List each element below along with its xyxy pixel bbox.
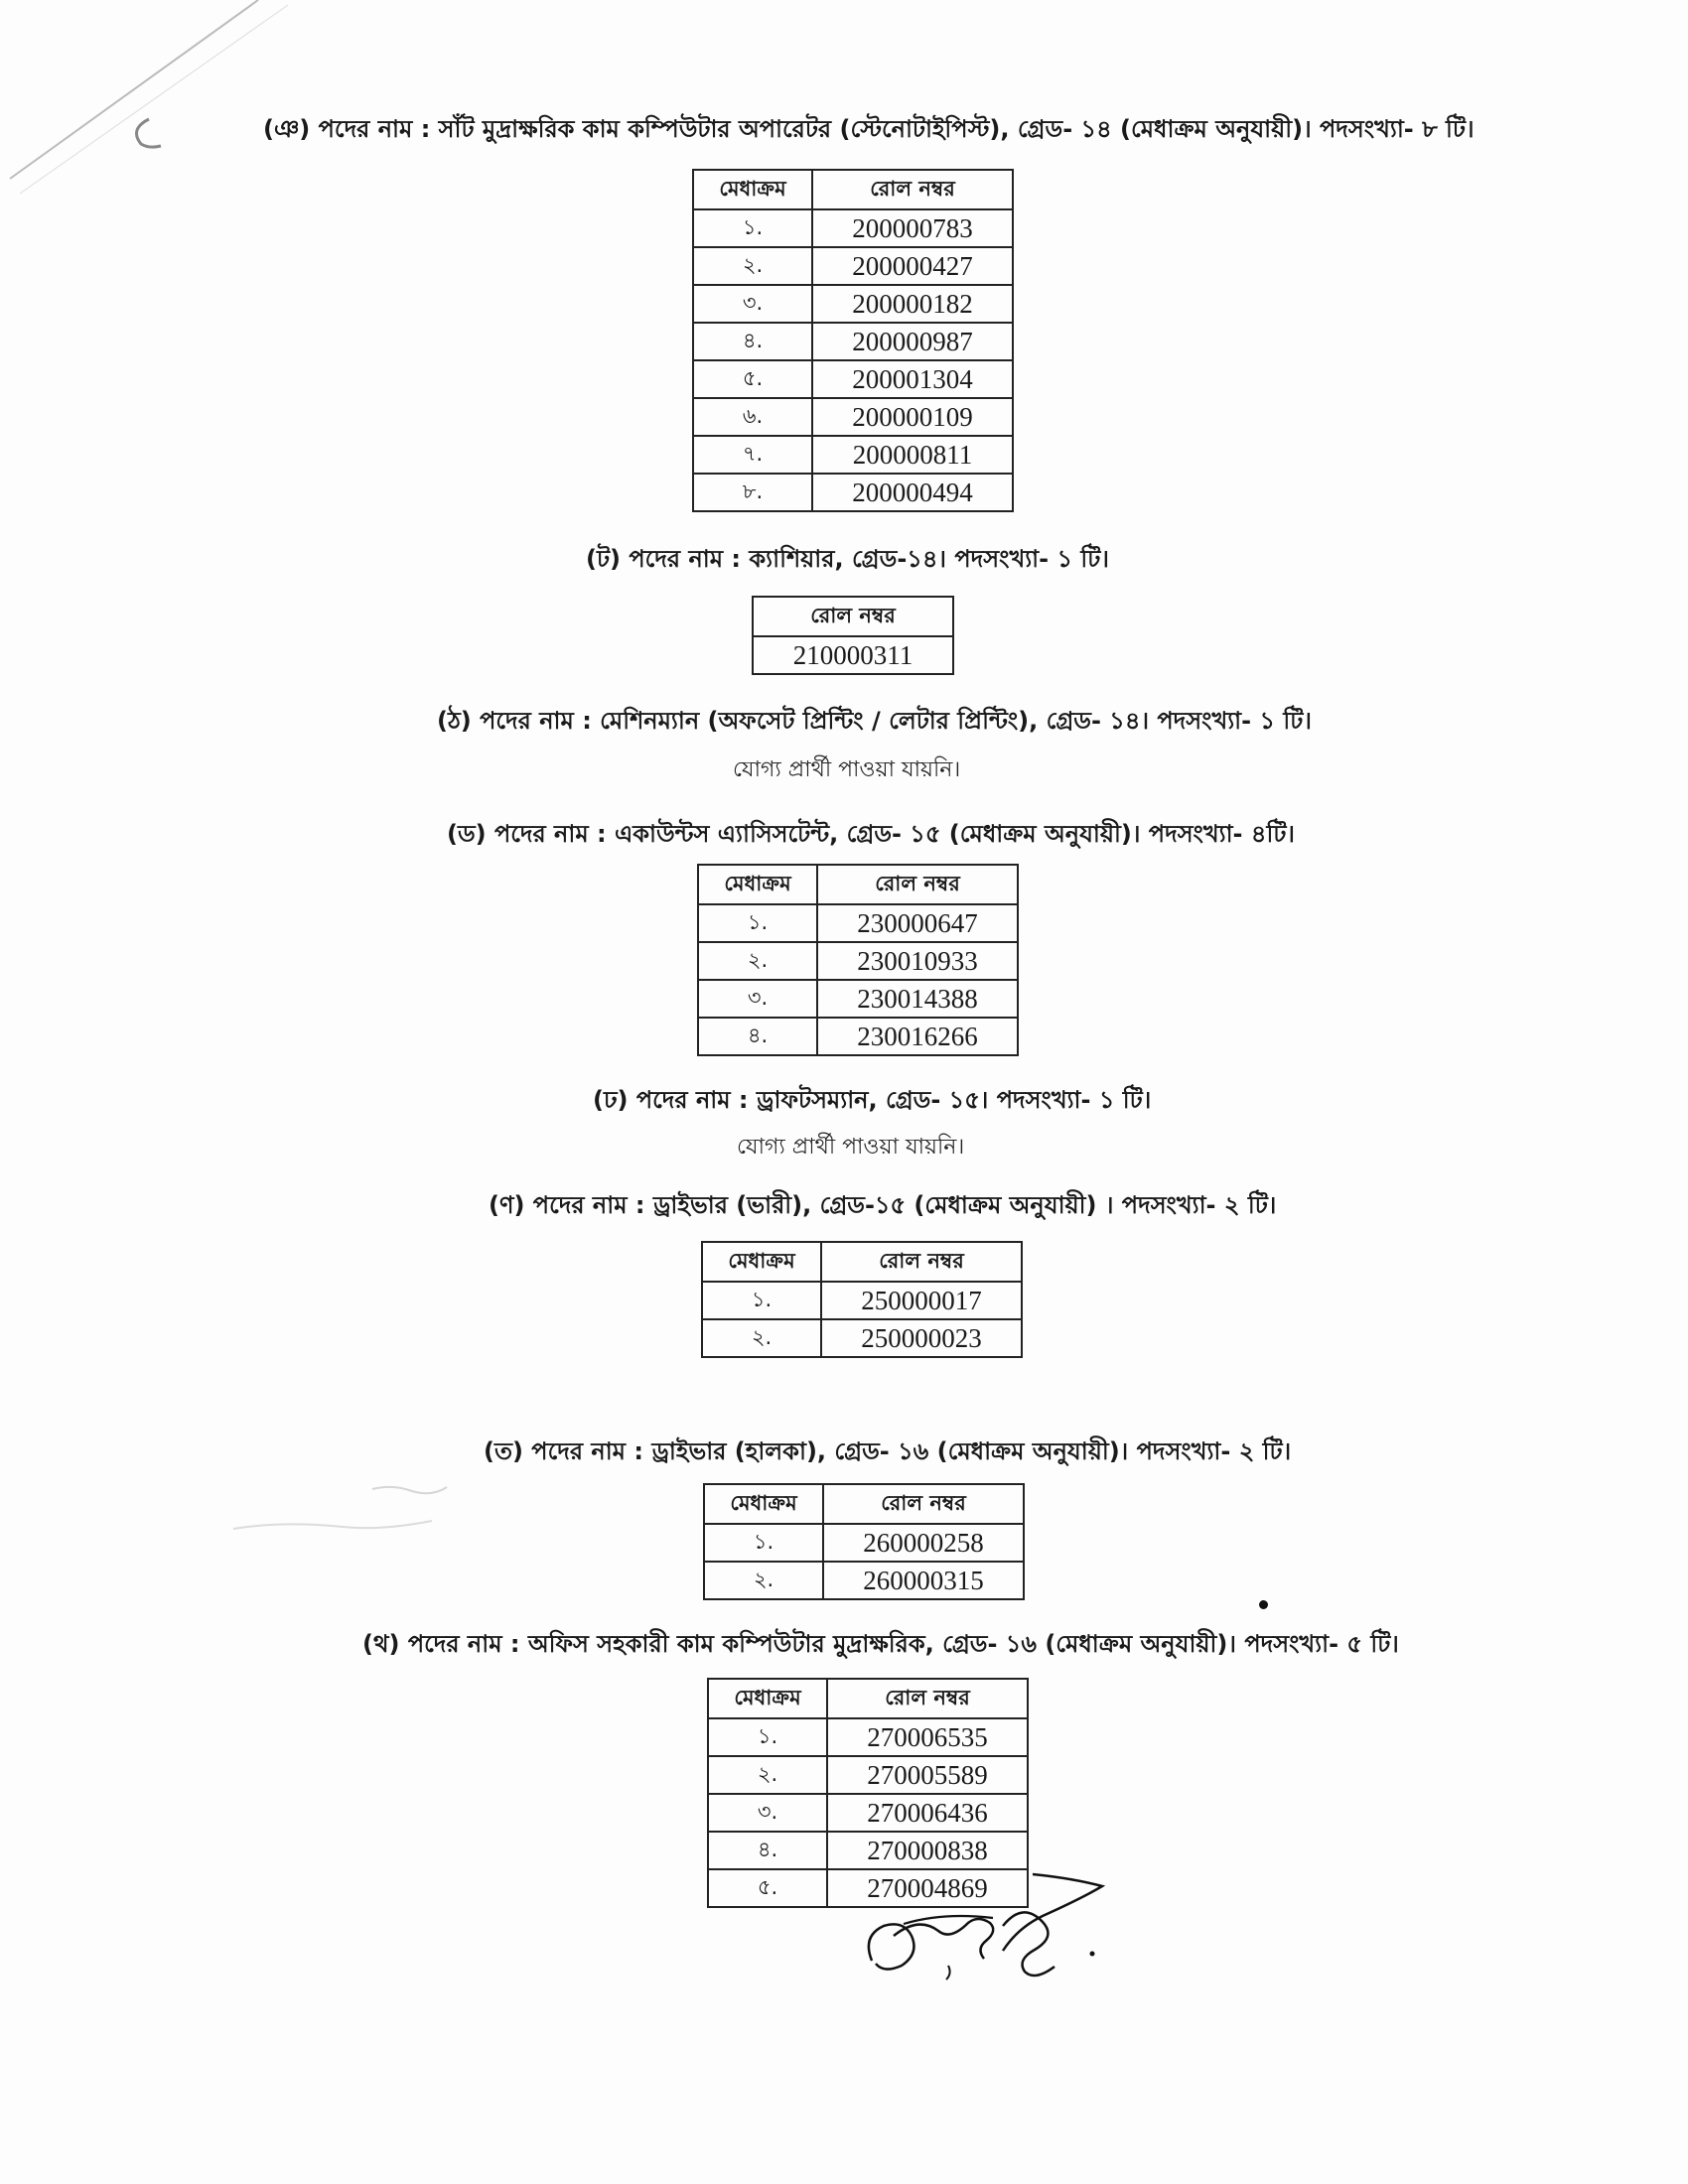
table-row — [708, 1794, 1028, 1832]
table-header-row — [698, 865, 1018, 904]
merit-serial: ৪. — [693, 323, 812, 360]
table-header-row — [693, 170, 1013, 209]
roll-number: 270006436 — [827, 1794, 1028, 1832]
column-header: রোল নম্বর — [817, 865, 1018, 904]
merit-serial: ৪. — [708, 1832, 827, 1869]
merit-serial: ৩. — [708, 1794, 827, 1832]
merit-serial: ২. — [702, 1319, 821, 1357]
merit-serial: ১. — [708, 1718, 827, 1756]
roll-number: 200000494 — [812, 474, 1013, 511]
table-row — [753, 636, 953, 674]
table-row — [708, 1718, 1028, 1756]
column-header: মেধাক্রম — [704, 1484, 823, 1524]
table-row — [708, 1832, 1028, 1869]
roll-number: 200000811 — [812, 436, 1013, 474]
roll-number: 200000987 — [812, 323, 1013, 360]
table-row — [704, 1562, 1024, 1599]
roll-number: 260000315 — [823, 1562, 1024, 1599]
section-heading: (ঠ) পদের নাম : মেশিনম্যান (অফসেট প্রিন্টিং / লেটার প্রিন্টিং), গ্রেড- ১৪। পদসংখ্যা- ১ টি। — [437, 707, 1312, 735]
table-header-row — [708, 1679, 1028, 1718]
no-candidate-note: যোগ্য প্রার্থী পাওয়া যায়নি। — [733, 757, 961, 782]
roll-number: 250000023 — [821, 1319, 1022, 1357]
table-header-row — [704, 1484, 1024, 1524]
column-header: মেধাক্রম — [693, 170, 812, 209]
merit-serial: ২. — [708, 1756, 827, 1794]
no-candidate-note: যোগ্য প্রার্থী পাওয়া যায়নি। — [737, 1135, 965, 1160]
merit-serial: ২. — [693, 247, 812, 285]
table-row — [693, 209, 1013, 247]
scan-edge-artifact — [0, 0, 298, 199]
table-row — [693, 474, 1013, 511]
table-row — [693, 285, 1013, 323]
roll-number: 200000182 — [812, 285, 1013, 323]
table-row — [698, 904, 1018, 942]
table-row — [708, 1756, 1028, 1794]
table-header-row — [702, 1242, 1022, 1282]
merit-serial: ১. — [693, 209, 812, 247]
merit-serial: ৫. — [708, 1869, 827, 1907]
roll-number: 250000017 — [821, 1282, 1022, 1319]
roll-table — [752, 596, 954, 675]
roll-number: 270006535 — [827, 1718, 1028, 1756]
merit-serial: ৩. — [698, 980, 817, 1018]
column-header: রোল নম্বর — [812, 170, 1013, 209]
roll-number: 270004869 — [827, 1869, 1028, 1907]
merit-serial: ২. — [704, 1562, 823, 1599]
merit-table — [692, 169, 1014, 512]
section-heading: (ড) পদের নাম : একাউন্টস এ্যাসিসটেন্ট, গ্রেড- ১৫ (মেধাক্রম অনুযায়ী)। পদসংখ্যা- ৪টি। — [447, 820, 1295, 848]
roll-number: 230016266 — [817, 1018, 1018, 1055]
table-row — [702, 1319, 1022, 1357]
roll-number: 270000838 — [827, 1832, 1028, 1869]
merit-serial: ৩. — [693, 285, 812, 323]
merit-serial: ৭. — [693, 436, 812, 474]
table-row — [693, 323, 1013, 360]
roll-number: 260000258 — [823, 1524, 1024, 1562]
merit-serial: ১. — [702, 1282, 821, 1319]
column-header: রোল নম্বর — [823, 1484, 1024, 1524]
roll-number: 230014388 — [817, 980, 1018, 1018]
merit-serial: ৪. — [698, 1018, 817, 1055]
merit-serial: ১. — [698, 904, 817, 942]
table-row — [704, 1524, 1024, 1562]
column-header: মেধাক্রম — [702, 1242, 821, 1282]
section-heading: (ত) পদের নাম : ড্রাইভার (হালকা), গ্রেড- ১৬ (মেধাক্রম অনুযায়ী)। পদসংখ্যা- ২ টি। — [484, 1437, 1292, 1465]
table-row — [698, 980, 1018, 1018]
merit-serial: ২. — [698, 942, 817, 980]
column-header: মেধাক্রম — [708, 1679, 827, 1718]
roll-number: 200000109 — [812, 398, 1013, 436]
section-heading: (ঢ) পদের নাম : ড্রাফটসম্যান, গ্রেড- ১৫। পদসংখ্যা- ১ টি। — [593, 1086, 1152, 1114]
table-row — [698, 1018, 1018, 1055]
merit-table — [701, 1241, 1023, 1358]
merit-serial: ৫. — [693, 360, 812, 398]
roll-number: 270005589 — [827, 1756, 1028, 1794]
merit-serial: ৮. — [693, 474, 812, 511]
section-heading: (ট) পদের নাম : ক্যাশিয়ার, গ্রেড-১৪। পদসংখ্যা- ১ টি। — [586, 545, 1109, 573]
table-row — [702, 1282, 1022, 1319]
table-row — [693, 398, 1013, 436]
roll-number: 230000647 — [817, 904, 1018, 942]
table-row — [698, 942, 1018, 980]
merit-serial: ১. — [704, 1524, 823, 1562]
roll-number: 210000311 — [753, 636, 953, 674]
merit-table — [697, 864, 1019, 1056]
section-heading: (থ) পদের নাম : অফিস সহকারী কাম কম্পিউটার মুদ্রাক্ষরিক, গ্রেড- ১৬ (মেধাক্রম অনুযায়ী)। পদসংখ্যা- ৫ টি। — [362, 1630, 1399, 1658]
roll-number: 200000783 — [812, 209, 1013, 247]
column-header: মেধাক্রম — [698, 865, 817, 904]
roll-number: 200001304 — [812, 360, 1013, 398]
merit-serial: ৬. — [693, 398, 812, 436]
column-header: রোল নম্বর — [821, 1242, 1022, 1282]
section-heading: (ঞ) পদের নাম : সাঁট মুদ্রাক্ষরিক কাম কম্পিউটার অপারেটর (স্টেনোটাইপিস্ট), গ্রেড- ১৪ (মেধাক্রম অনুযায়ী)। পদসংখ্যা- ৮ টি। — [263, 115, 1475, 143]
pencil-mark — [223, 1469, 462, 1559]
merit-table — [703, 1483, 1025, 1600]
roll-number: 200000427 — [812, 247, 1013, 285]
table-header-row — [753, 597, 953, 636]
table-row — [693, 247, 1013, 285]
signature-icon — [854, 1866, 1122, 1995]
column-header: রোল নম্বর — [753, 597, 953, 636]
column-header: রোল নম্বর — [827, 1679, 1028, 1718]
table-row — [693, 436, 1013, 474]
roll-number: 230010933 — [817, 942, 1018, 980]
ink-dot — [1259, 1600, 1268, 1609]
table-row — [693, 360, 1013, 398]
section-heading: (ণ) পদের নাম : ড্রাইভার (ভারী), গ্রেড-১৫ (মেধাক্রম অনুযায়ী) । পদসংখ্যা- ২ টি। — [489, 1191, 1277, 1219]
